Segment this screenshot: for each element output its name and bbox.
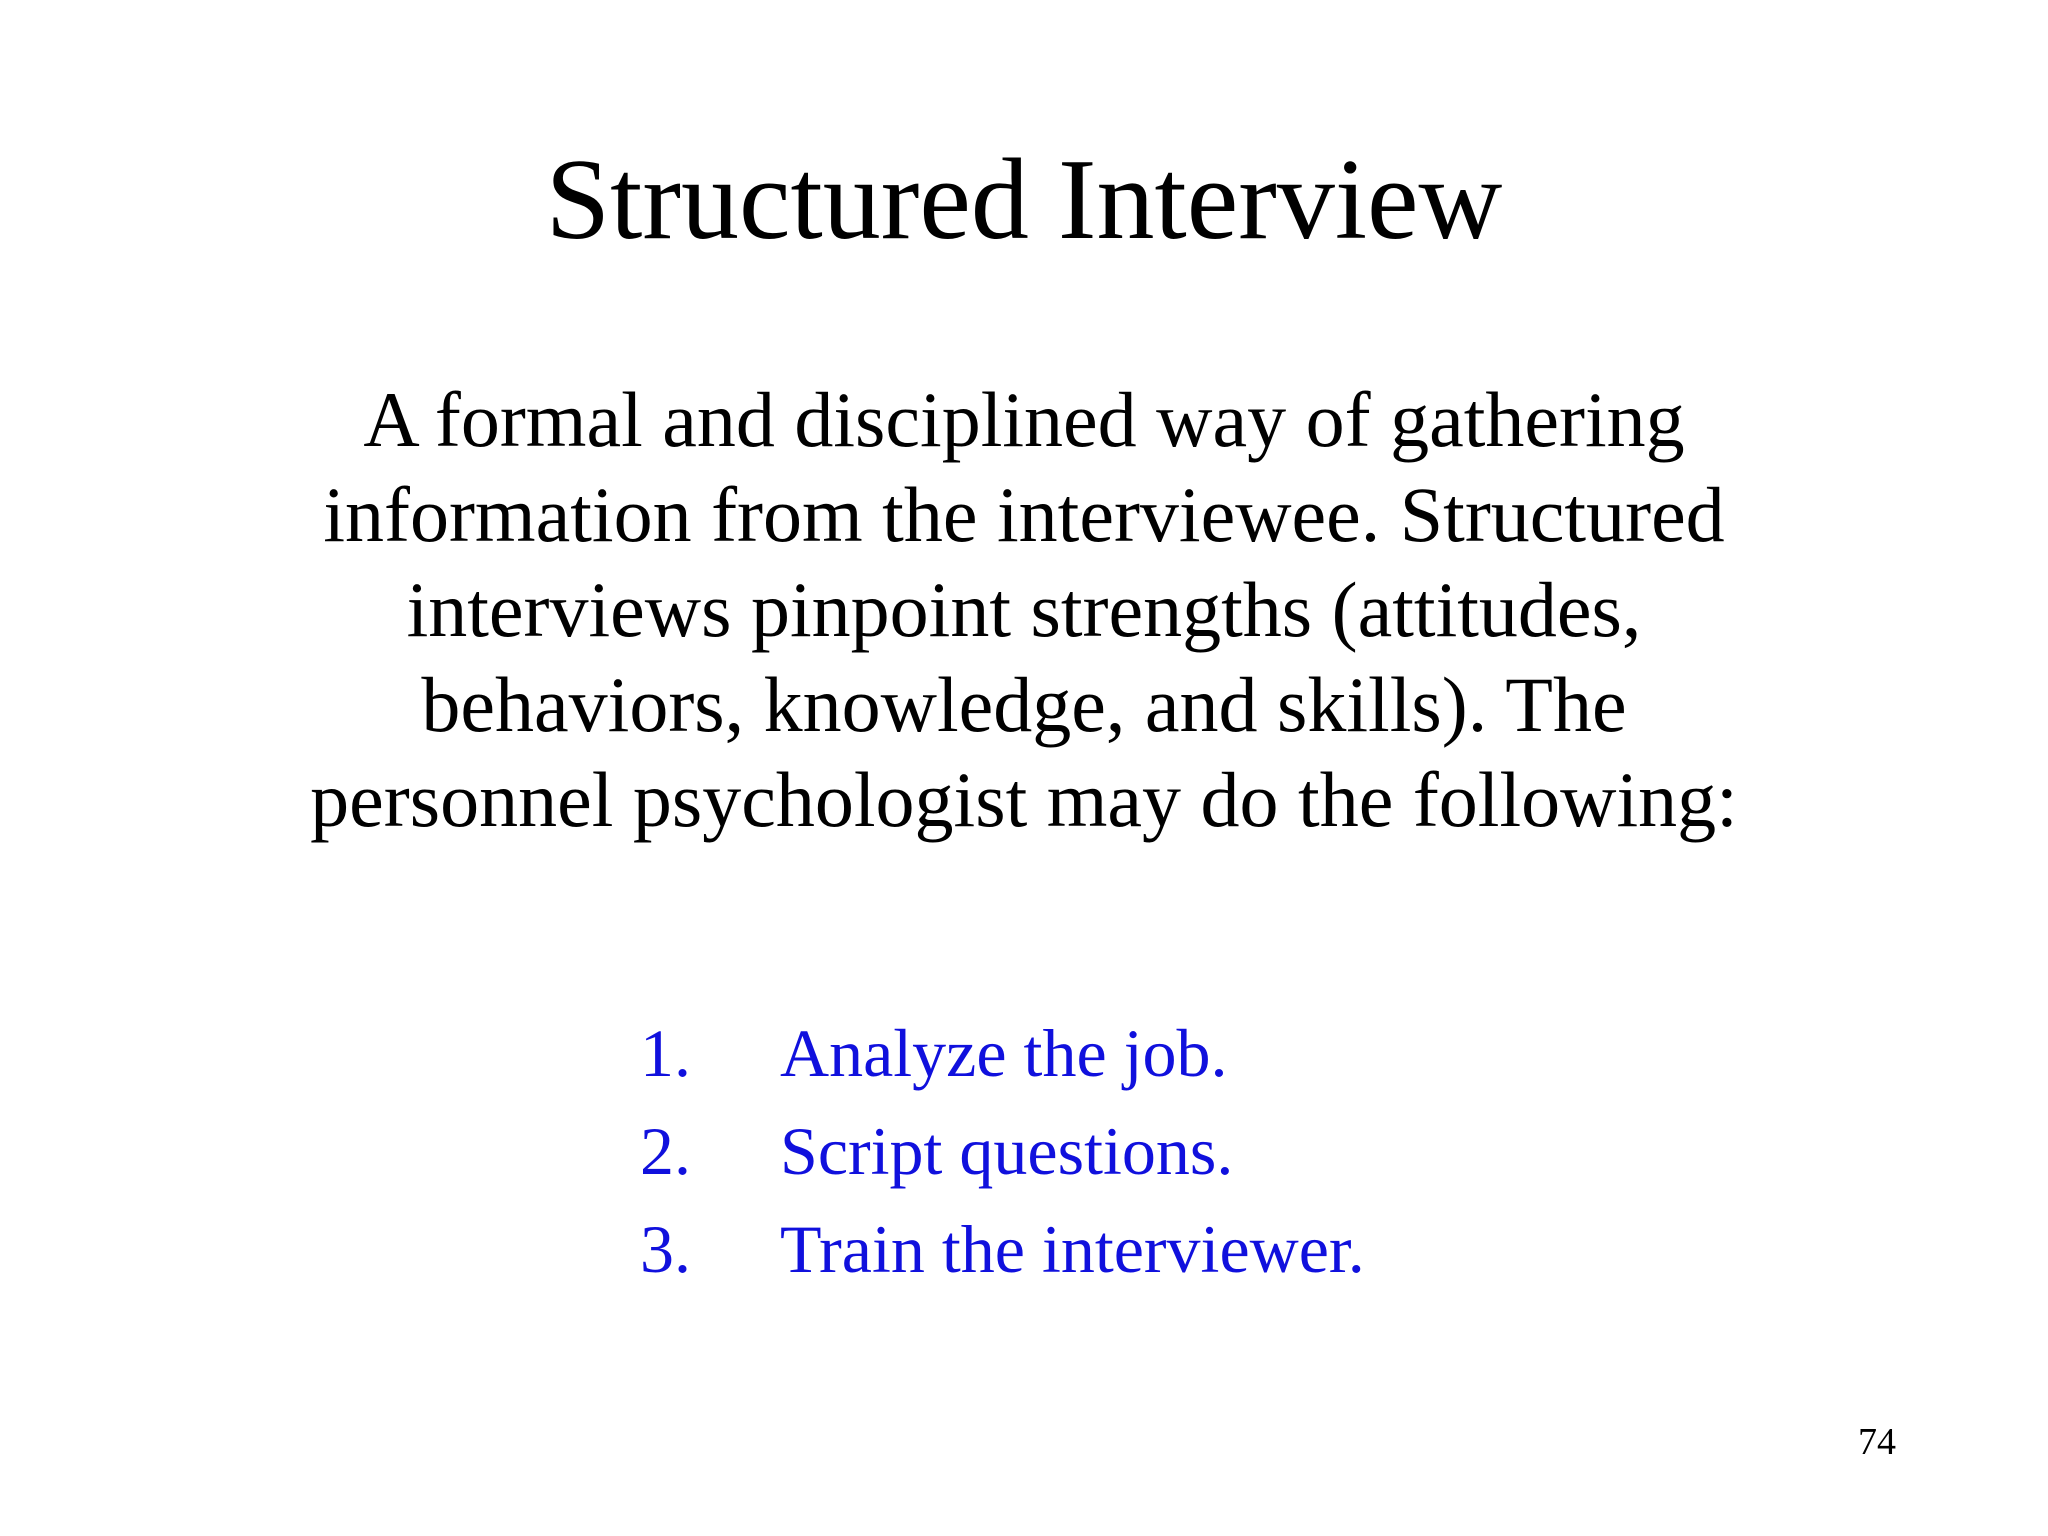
step-item [640, 1200, 1540, 1298]
description-line: personnel psychologist may do the following: [310, 756, 1738, 843]
step-text: Analyze the job. [780, 1015, 1228, 1091]
slide-title: Structured Interview [545, 136, 1503, 264]
step-number: 1. [640, 1015, 691, 1091]
step-number: 3. [640, 1211, 691, 1287]
step-item [640, 1004, 1540, 1102]
description-line: information from the interviewee. Structured [323, 471, 1725, 558]
step-text: Train the interviewer. [780, 1211, 1365, 1287]
step-text: Script questions. [780, 1113, 1234, 1189]
steps-list [640, 1004, 1540, 1298]
description-line: A formal and disciplined way of gathering [363, 376, 1685, 463]
description-line: interviews pinpoint strengths (attitudes, [406, 566, 1642, 653]
description-line: behaviors, knowledge, and skills). The [421, 661, 1627, 748]
step-item [640, 1102, 1540, 1200]
step-number: 2. [640, 1113, 691, 1189]
slide-description [174, 372, 1874, 847]
page-number: 74 [1858, 1421, 1896, 1463]
